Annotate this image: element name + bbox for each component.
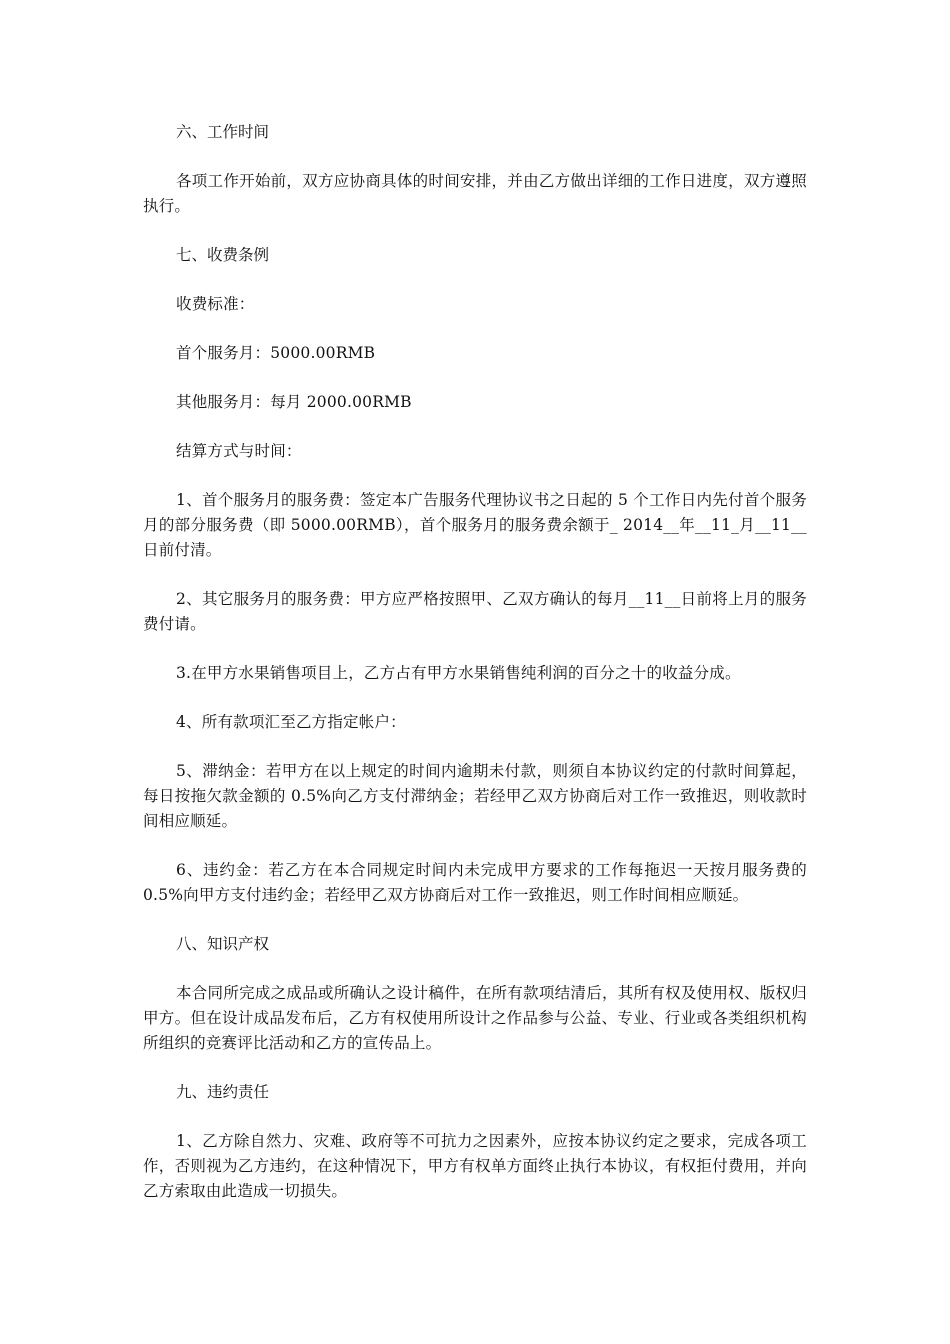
section-heading-fees: 七、收费条例	[176, 246, 270, 264]
paragraph-fee-standard: 收费标准：	[176, 295, 255, 313]
paragraph-clause-3: 3.在甲方水果销售项目上，乙方占有甲方水果销售纯利润的百分之十的收益分成。	[176, 664, 741, 682]
paragraph-clause-5-late-fee: 5、滞纳金：若甲方在以上规定的时间内逾期未付款，则须自本协议约定的付款时间算起，每日按拖欠款金额的 0.5%向乙方支付滞纳金；若经甲乙双方协商后对工作一致推迟，则收款时间相应顺延。	[143, 762, 807, 830]
paragraph-settlement-method: 结算方式与时间：	[176, 442, 302, 460]
section-heading-work-time: 六、工作时间	[176, 123, 270, 141]
paragraph-clause-1: 1、首个服务月的服务费：签定本广告服务代理协议书之日起的 5 个工作日内先付首个服务月的部分服务费（即 5000.00RMB），首个服务月的服务费余额于_ 2014__年__11_月__11__日前付清。	[143, 491, 807, 559]
paragraph-clause-6-penalty: 6、违约金：若乙方在本合同规定时间内未完成甲方要求的工作每拖迟一天按月服务费的 0.5%向甲方支付违约金；若经甲乙双方协商后对工作一致推迟，则工作时间相应顺延。	[143, 861, 807, 904]
paragraph-ip-body: 本合同所完成之成品或所确认之设计稿件，在所有款项结清后，其所有权及使用权、版权归甲方。但在设计成品发布后，乙方有权使用所设计之作品参与公益、专业、行业或各类组织机构所组织的竞赛评比活动和乙方的宣传品上。	[143, 984, 807, 1052]
paragraph-first-month-fee: 首个服务月：5000.00RMB	[176, 344, 376, 362]
paragraph-liability-clause-1: 1、乙方除自然力、灾难、政府等不可抗力之因素外，应按本协议约定之要求，完成各项工作，否则视为乙方违约，在这种情况下，甲方有权单方面终止执行本协议，有权拒付费用，并向乙方索取由此造成一切损失。	[143, 1132, 807, 1200]
document-page	[143, 120, 807, 1228]
section-heading-ip: 八、知识产权	[176, 935, 270, 953]
section-heading-liability: 九、违约责任	[176, 1083, 270, 1101]
paragraph-clause-2: 2、其它服务月的服务费：甲方应严格按照甲、乙双方确认的每月__11__日前将上月的服务费付请。	[143, 590, 807, 633]
paragraph-other-month-fee: 其他服务月：每月 2000.00RMB	[176, 393, 412, 411]
paragraph-clause-4: 4、所有款项汇至乙方指定帐户：	[176, 713, 406, 731]
paragraph-work-time-body: 各项工作开始前，双方应协商具体的时间安排，并由乙方做出详细的工作日进度，双方遵照执行。	[143, 172, 807, 215]
